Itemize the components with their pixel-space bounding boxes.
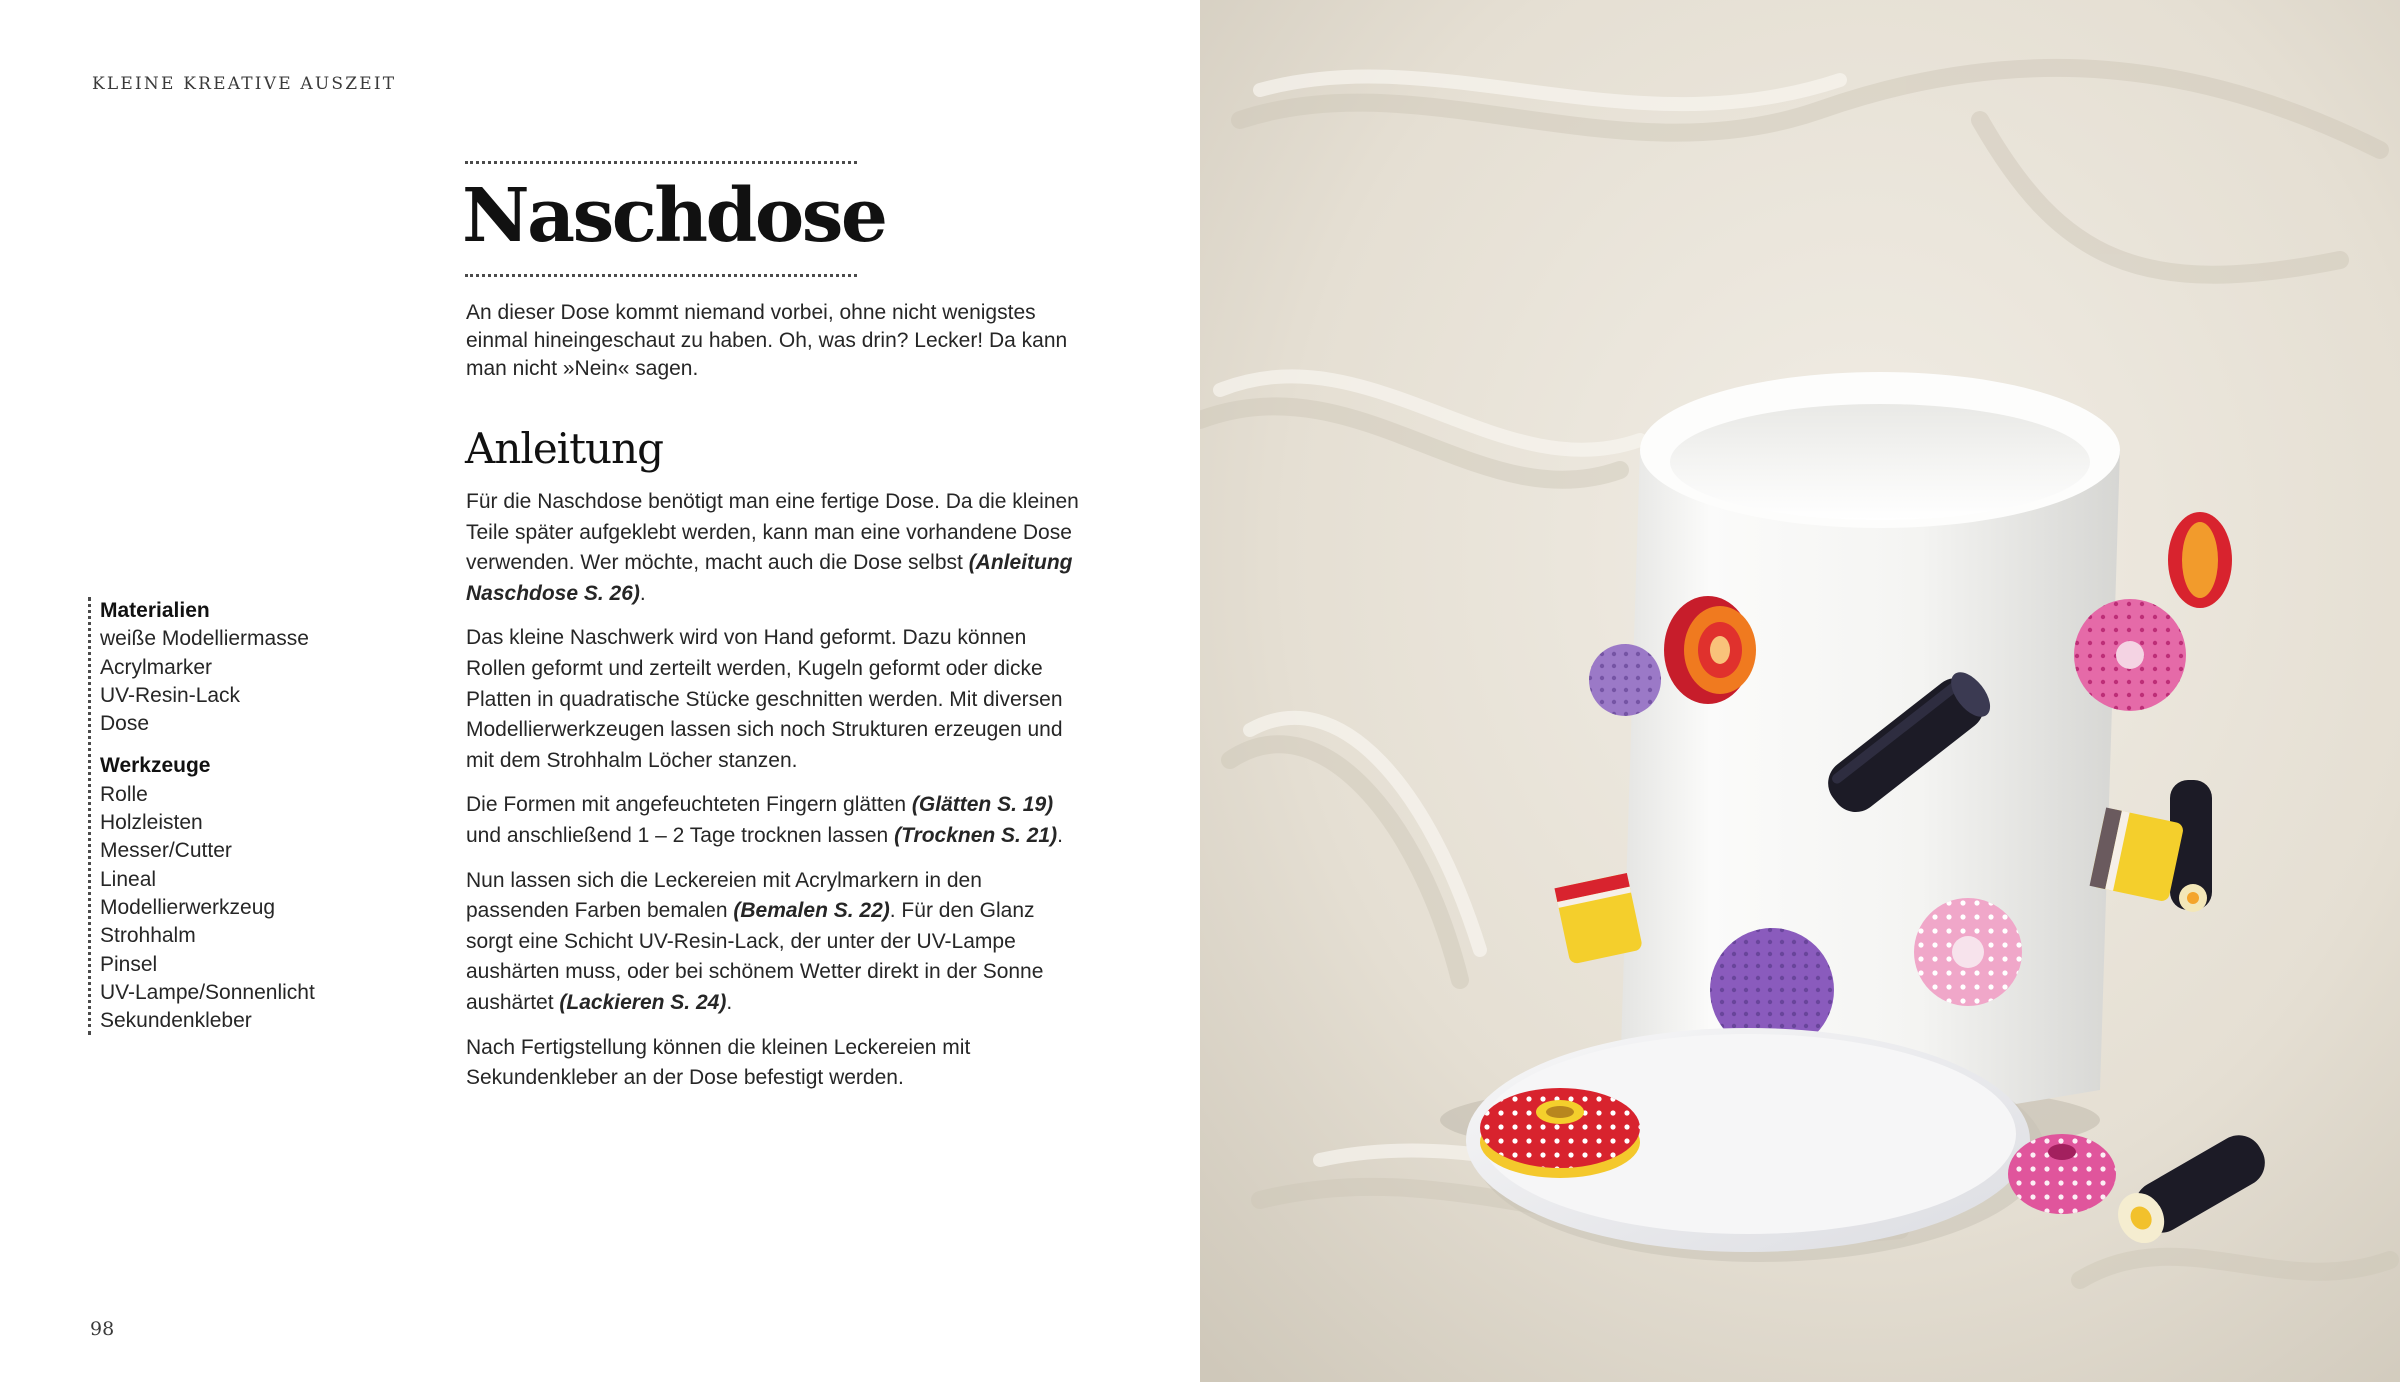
- candy-jar-photo: [1200, 0, 2400, 1382]
- text-run: .: [1057, 823, 1063, 847]
- section-heading: Anleitung: [465, 424, 663, 473]
- tools-heading: Werkzeuge: [100, 754, 211, 778]
- paragraph-5: Nach Fertigstellung können die kleinen Leckereien mit Sekundenkleber an der Dose befestigt werden.: [466, 1035, 971, 1090]
- text-run: Die Formen mit angefeuchteten Fingern glätten: [466, 793, 912, 817]
- materials-list: [100, 625, 400, 738]
- tools-list: [100, 781, 400, 1036]
- page-title: Naschdose: [462, 173, 886, 259]
- photo-illustration: [1200, 0, 2400, 1382]
- materials-group: [100, 597, 400, 738]
- tools-group: [100, 752, 400, 1035]
- page-reference: (Trocknen S. 21): [894, 823, 1058, 847]
- text-run: .: [726, 990, 733, 1014]
- list-item: Sekundenkleber: [100, 1009, 252, 1033]
- page-reference: (Lackieren S. 24): [559, 990, 727, 1014]
- list-item: Rolle: [100, 782, 148, 806]
- text-run: . Für den Glanz sorgt eine Schicht UV-Resin-Lack, der unter der UV-Lampe aushärten muss, oder bei schönem Wetter direkt in der Sonne aushärtet: [466, 899, 1044, 1014]
- paragraph-2: Das kleine Naschwerk wird von Hand geformt. Dazu können Rollen geformt und zerteilt werden, Kugeln geformt oder dicke Platten in quadratische Stücke geschnitten werden. Mit diversen Modellierwerkzeugen lassen sich noch Strukturen erzeugen und mit dem Strohhalm Löcher stanzen.: [466, 626, 1063, 772]
- paragraph-3: [466, 790, 1086, 851]
- text-run: und anschließend 1 – 2 Tage trocknen lassen: [466, 823, 895, 847]
- list-item: Modellierwerkzeug: [100, 895, 276, 919]
- list-item: Messer/Cutter: [100, 839, 232, 863]
- list-item: UV-Resin-Lack: [100, 683, 241, 707]
- instructions: [466, 487, 1086, 1108]
- list-item: weiße Modelliermasse: [100, 627, 309, 651]
- list-item: Holzleisten: [100, 811, 203, 835]
- list-item: Strohhalm: [100, 924, 196, 948]
- text-run: Nun lassen sich die Leckereien mit Acrylmarkern in den passenden Farben bemalen: [466, 868, 982, 923]
- text-run: .: [639, 581, 646, 605]
- materials-heading: Materialien: [100, 599, 210, 622]
- materials-sidebar: [88, 597, 400, 1035]
- title-rule-bottom: [465, 274, 857, 277]
- list-item: Lineal: [100, 867, 157, 891]
- page-reference: (Anleitung Naschdose S. 26): [466, 551, 1073, 605]
- text-run: Für die Naschdose benötigt man eine fertige Dose. Da die kleinen Teile später aufgeklebt werden, kann man eine vorhandene Dose verwenden. Wer möchte, macht auch die Dose selbst: [466, 490, 1079, 575]
- list-item: Acrylmarker: [100, 655, 213, 679]
- intro-text: An dieser Dose kommt niemand vorbei, ohne nicht wenigstes einmal hineingeschaut zu haben. Oh, was drin? Lecker! Da kann man nicht »Nein« sagen.: [466, 301, 1068, 380]
- list-item: UV-Lampe/Sonnenlicht: [100, 980, 315, 1004]
- list-item: Pinsel: [100, 952, 158, 976]
- running-head: KLEINE KREATIVE AUSZEIT: [92, 74, 397, 94]
- page-reference: (Glätten S. 19): [911, 793, 1054, 817]
- page-reference: (Bemalen S. 22): [733, 899, 890, 923]
- title-rule-top: [465, 161, 857, 164]
- paragraph-4: [466, 866, 1086, 1019]
- page-number: 98: [90, 1318, 115, 1340]
- list-item: Dose: [100, 712, 150, 736]
- paragraph-1: [466, 487, 1086, 609]
